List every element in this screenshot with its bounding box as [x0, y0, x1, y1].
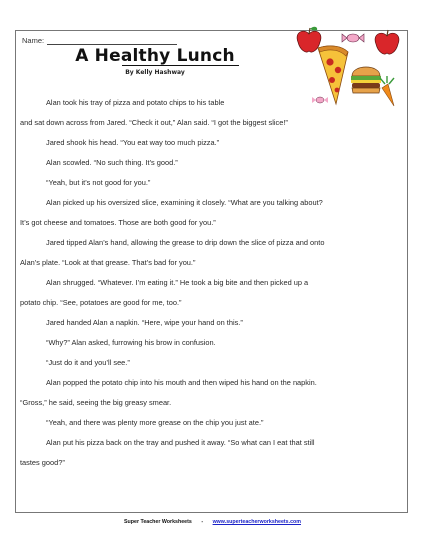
lunch-food-illustration [290, 18, 410, 110]
story-line: Alan’s plate. “Look at that grease. That’s bad for you.” [20, 258, 196, 267]
story-line: “Yeah, and there was plenty more grease on the chip you just ate.” [46, 418, 264, 427]
author-byline: By Kelly Hashway [125, 69, 185, 76]
hamburger-icon [351, 67, 381, 93]
story-line: Alan scowled. “No such thing. It’s good.” [46, 158, 178, 167]
name-blank-line[interactable] [47, 36, 177, 45]
story-line: “Yeah, but it’s not good for you.” [46, 178, 151, 187]
story-line: Alan popped the potato chip into his mouth and then wiped his hand on the napkin. [46, 378, 317, 387]
apple-icon [297, 27, 321, 52]
story-line: “Just do it and you’ll see.” [46, 358, 130, 367]
pizza-slice-icon [318, 46, 348, 104]
footer-link[interactable]: www.superteacherworksheets.com [212, 519, 301, 525]
name-label: Name: [22, 36, 45, 45]
story-line: Alan took his tray of pizza and potato chips to his table [46, 98, 225, 107]
story-line: “Why?” Alan asked, furrowing his brow in confusion. [46, 338, 216, 347]
story-line: Alan picked up his oversized slice, examining it closely. “What are you talking about? [46, 198, 323, 207]
story-line: and sat down across from Jared. “Check it out,” Alan said. “I got the biggest slice!” [20, 118, 288, 127]
story-line: Jared shook his head. “You eat way too much pizza.” [46, 138, 220, 147]
title-underline [122, 65, 239, 66]
apple-icon [375, 30, 399, 54]
footer-brand: Super Teacher Worksheets [124, 519, 192, 525]
page-footer [0, 519, 425, 525]
story-line: Alan shrugged. “Whatever. I’m eating it.” He took a big bite and then picked up a [46, 278, 309, 287]
story-line: Jared tipped Alan’s hand, allowing the grease to drip down the slice of pizza and onto [46, 238, 325, 247]
name-field-row [22, 36, 177, 45]
story-line: potato chip. “See, potatoes are good for me, too.” [20, 298, 182, 307]
worksheet-title: A Healthy Lunch [75, 46, 235, 66]
story-line: Alan put his pizza back on the tray and pushed it away. “So what can I eat that still [46, 438, 315, 447]
candy-icon [342, 34, 364, 42]
story-line: tastes good?” [20, 458, 65, 467]
story-line: “Gross,” he said, seeing the big greasy smear. [20, 398, 172, 407]
footer-separator: - [201, 519, 204, 525]
story-line: Jared handed Alan a napkin. “Here, wipe your hand on this.” [46, 318, 243, 327]
story-line: It’s got cheese and tomatoes. Those are both good for you.” [20, 218, 216, 227]
